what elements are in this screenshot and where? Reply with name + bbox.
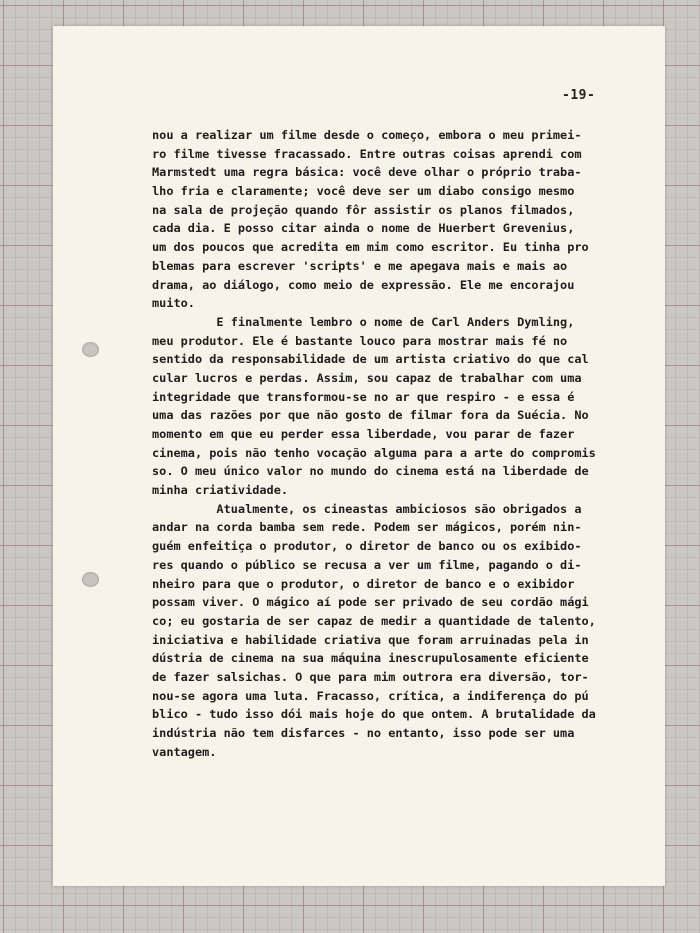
typed-text-body — [152, 126, 632, 761]
text-line: lho fria e claramente; você deve ser um diabo consigo mesmo — [152, 184, 575, 199]
text-line: sentido da responsabilidade de um artista criativo do que cal — [152, 352, 589, 367]
text-line: nou-se agora uma luta. Fracasso, crítica, a indiferença do pú — [152, 688, 589, 703]
text-line: blemas para escrever 'scripts' e me apegava mais e mais ao — [152, 258, 568, 273]
text-line: ro filme tivesse fracassado. Entre outras coisas aprendi com — [152, 146, 582, 161]
text-line: blico - tudo isso dói mais hoje do que ontem. A brutalidade da — [152, 707, 596, 722]
text-line: muito. — [152, 296, 195, 311]
text-line: cular lucros e perdas. Assim, sou capaz de trabalhar com uma — [152, 370, 582, 385]
text-line: cada dia. E posso citar ainda o nome de Huerbert Grevenius, — [152, 221, 575, 236]
punch-hole-top — [82, 342, 99, 357]
text-line: guém enfeitiça o produtor, o diretor de banco ou os exibido- — [152, 539, 582, 554]
punch-hole-bottom — [82, 572, 99, 587]
text-line: vantagem. — [152, 744, 217, 759]
text-line: andar na corda bamba sem rede. Podem ser mágicos, porém nin- — [152, 520, 582, 535]
text-line: Marmstedt uma regra básica: você deve olhar o próprio traba- — [152, 165, 582, 180]
text-line: meu produtor. Ele é bastante louco para mostrar mais fé no — [152, 333, 568, 348]
text-line: drama, ao diálogo, como meio de expressão. Ele me encorajou — [152, 277, 575, 292]
text-line: indústria não tem disfarces - no entanto, isso pode ser uma — [152, 726, 575, 740]
text-line: nou a realizar um filme desde o começo, embora o meu primei- — [152, 128, 582, 142]
text-line: nheiro para que o produtor, o diretor de banco e o exibidor — [152, 576, 575, 591]
text-line: co; eu gostaria de ser capaz de medir a quantidade de talento, — [152, 613, 596, 628]
text-line: momento em que eu perder essa liberdade, vou parar de fazer — [152, 427, 575, 441]
text-line: iniciativa e habilidade criativa que foram arruinadas pela in — [152, 632, 589, 647]
text-line: cinema, pois não tenho vocação alguma para a arte do compromis — [152, 445, 596, 460]
text-line: na sala de projeção quando fôr assistir os planos filmados, — [152, 202, 575, 217]
text-line: uma das razões por que não gosto de filmar fora da Suécia. No — [152, 408, 589, 423]
text-line: so. O meu único valor no mundo do cinema está na liberdade de — [152, 464, 589, 479]
text-line: possam viver. O mágico aí pode ser privado de seu cordão mági — [152, 595, 589, 610]
text-line: integridade que transformou-se no ar que respiro - e essa é — [152, 389, 575, 404]
text-line: minha criatividade. — [152, 483, 289, 498]
text-line: Atualmente, os cineastas ambiciosos são obrigados a — [152, 501, 582, 516]
page-number: -19- — [562, 88, 596, 103]
text-line: res quando o público se recusa a ver um filme, pagando o di- — [152, 557, 582, 572]
text-line: E finalmente lembro o nome de Carl Anders Dymling, — [152, 314, 575, 329]
text-line: de fazer salsichas. O que para mim outrora era diversão, tor- — [152, 669, 589, 684]
text-line: um dos poucos que acredita em mim como escritor. Eu tinha pro — [152, 240, 589, 255]
text-line: dústria de cinema na sua máquina inescrupulosamente eficiente — [152, 651, 589, 666]
